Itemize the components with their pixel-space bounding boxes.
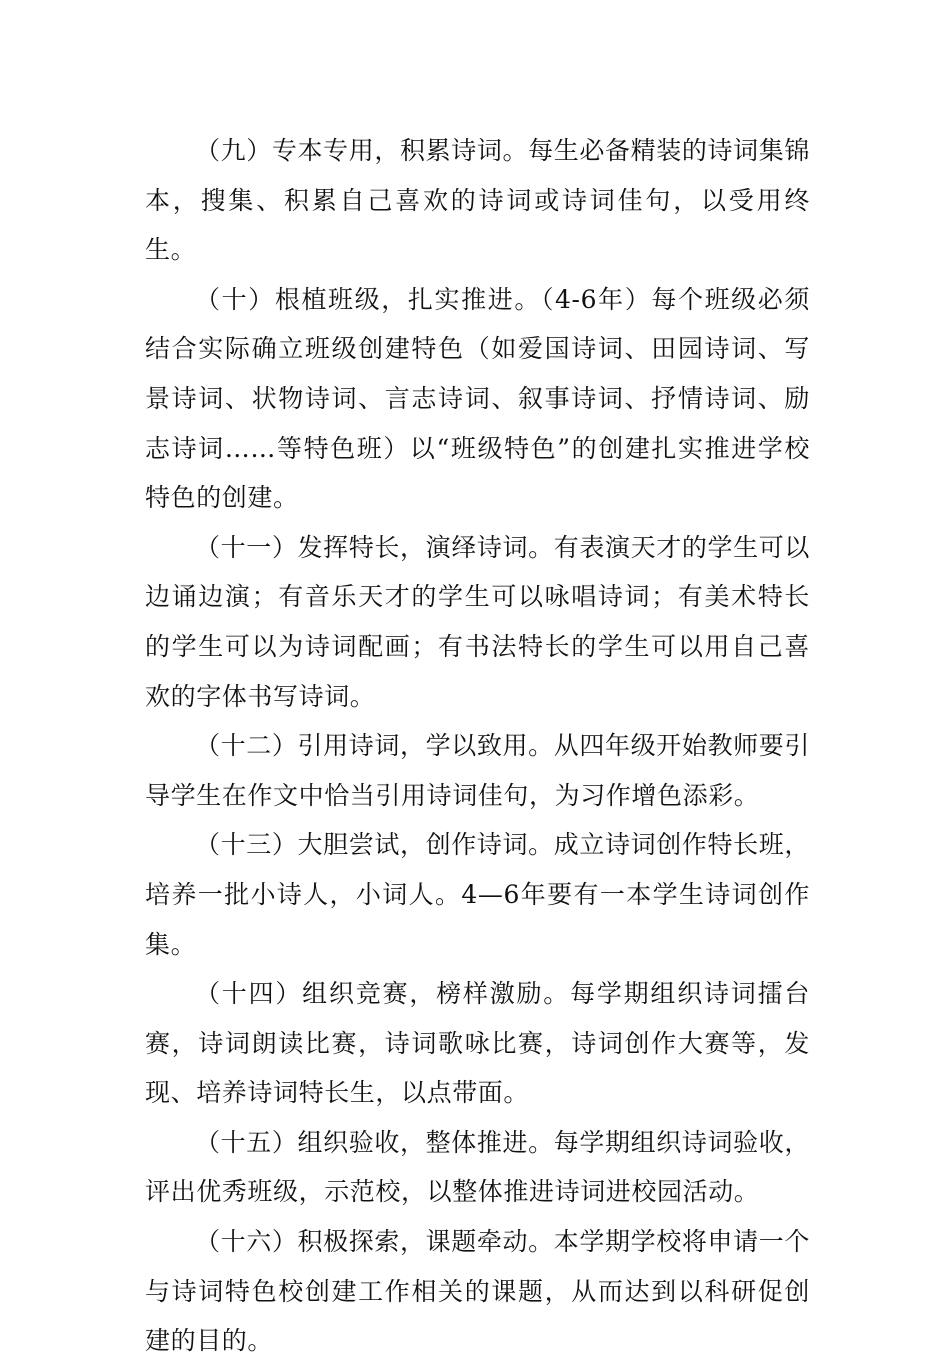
- paragraph-11: （十一）发挥特长，演绎诗词。有表演天才的学生可以边诵边演；有音乐天才的学生可以咏唱诗词；有美术特长的学生可以为诗词配画；有书法特长的学生可以用自己喜欢的字体书写诗词。: [145, 532, 810, 711]
- paragraph-13: （十三）大胆尝试，创作诗词。成立诗词创作特长班，培养一批小诗人，小词人。4—6年要有一本学生诗词创作集。: [145, 830, 810, 959]
- paragraph-9: （九）专本专用，积累诗词。每生必备精装的诗词集锦本，搜集、积累自己喜欢的诗词或诗词佳句，以受用终生。: [145, 136, 810, 265]
- paragraph-14: （十四）组织竞赛，榜样激励。每学期组织诗词擂台赛，诗词朗读比赛，诗词歌咏比赛，诗词创作大赛等，发现、培养诗词特长生，以点带面。: [145, 979, 810, 1108]
- paragraph-15: （十五）组织验收，整体推进。每学期组织诗词验收，评出优秀班级，示范校，以整体推进诗词进校园活动。: [145, 1127, 810, 1207]
- body-text: [145, 126, 810, 1366]
- paragraph-12: （十二）引用诗词，学以致用。从四年级开始教师要引导学生在作文中恰当引用诗词佳句，为习作增色添彩。: [145, 731, 810, 810]
- paragraph-16: （十六）积极探索，课题牵动。本学期学校将申请一个与诗词特色校创建工作相关的课题，从而达到以科研促创建的目的。: [145, 1227, 810, 1356]
- paragraph-10: （十）根植班级，扎实推进。（4-6年）每个班级必须结合实际确立班级创建特色（如爱国诗词、田园诗词、写景诗词、状物诗词、言志诗词、叙事诗词、抒情诗词、励志诗词……等特色班）以“班级特色”的创建扎实推进学校特色的创建。: [145, 284, 810, 513]
